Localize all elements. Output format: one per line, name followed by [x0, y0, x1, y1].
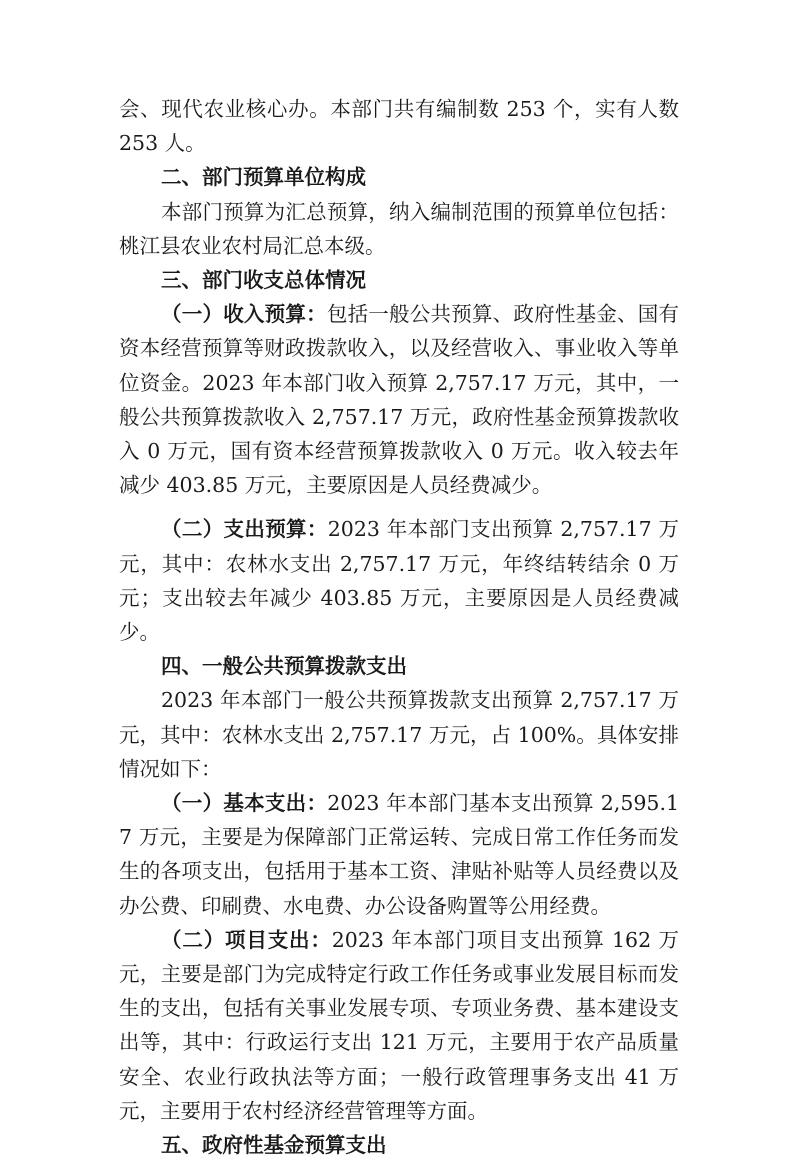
- basic-expense-paragraph: [119, 786, 679, 923]
- project-expense-paragraph: [119, 923, 679, 1128]
- income-lead: （一）收入预算：: [161, 302, 327, 327]
- staffing-paragraph: 会、现代农业核心办。本部门共有编制数 253 个，实有人数 253 人。: [119, 97, 679, 156]
- section-heading-budget-units: 二、部门预算单位构成: [161, 165, 367, 190]
- general-budget-paragraph: 2023 年本部门一般公共预算拨款支出预算 2,757.17 万元，其中：农林水支出 2,757.17 万元，占 100%。具体安排情况如下：: [119, 688, 679, 781]
- section-heading-gov-fund: 五、政府性基金预算支出: [161, 1133, 387, 1158]
- income-text: 包括一般公共预算、政府性基金、国有资本经营预算等财政拨款收入，以及经营收入、事业收入等单位资金。2023 年本部门收入预算 2,757.17 万元，其中，一般公共预算拨款收入 2,757.17 万元，政府性基金预算拨款收入 0 万元，国有资本经营预算拨款收入 0 万元。收入较去年减少 403.85 万元，主要原因是人员经费减少。: [119, 302, 679, 498]
- project-expense-text: 2023 年本部门项目支出预算 162 万元，主要是部门为完成特定行政工作任务或事业发展目标而发生的支出，包括有关事业发展专项、专项业务费、基本建设支出等，其中：行政运行支出 121 万元，主要用于农产品质量安全、农业行政执法等方面；一般行政管理事务支出 41 万元，主要用于农村经济经营管理等方面。: [119, 927, 679, 1123]
- document-page: [119, 92, 679, 1162]
- expense-paragraph: [119, 512, 679, 649]
- basic-expense-lead: （一）基本支出：: [161, 791, 328, 816]
- basic-expense-text: 2023 年本部门基本支出预算 2,595.17 万元，主要是为保障部门正常运转、完成日常工作任务而发生的各项支出，包括用于基本工资、津贴补贴等人员经费以及办公费、印刷费、水电费、办公设备购置等公用经费。: [119, 791, 680, 918]
- project-expense-lead: （二）项目支出：: [161, 927, 332, 952]
- budget-units-paragraph: 本部门预算为汇总预算，纳入编制范围的预算单位包括：桃江县农业农村局汇总本级。: [119, 199, 679, 258]
- section-heading-general-budget: 四、一般公共预算拨款支出: [161, 654, 408, 679]
- expense-lead: （二）支出预算：: [161, 517, 328, 542]
- expense-text: 2023 年本部门支出预算 2,757.17 万元，其中：农林水支出 2,757.17 万元，年终结转结余 0 万元；支出较去年减少 403.85 万元，主要原因是人员经费减少。: [119, 517, 680, 645]
- income-paragraph: [119, 297, 679, 502]
- section-heading-overall: 三、部门收支总体情况: [161, 268, 367, 293]
